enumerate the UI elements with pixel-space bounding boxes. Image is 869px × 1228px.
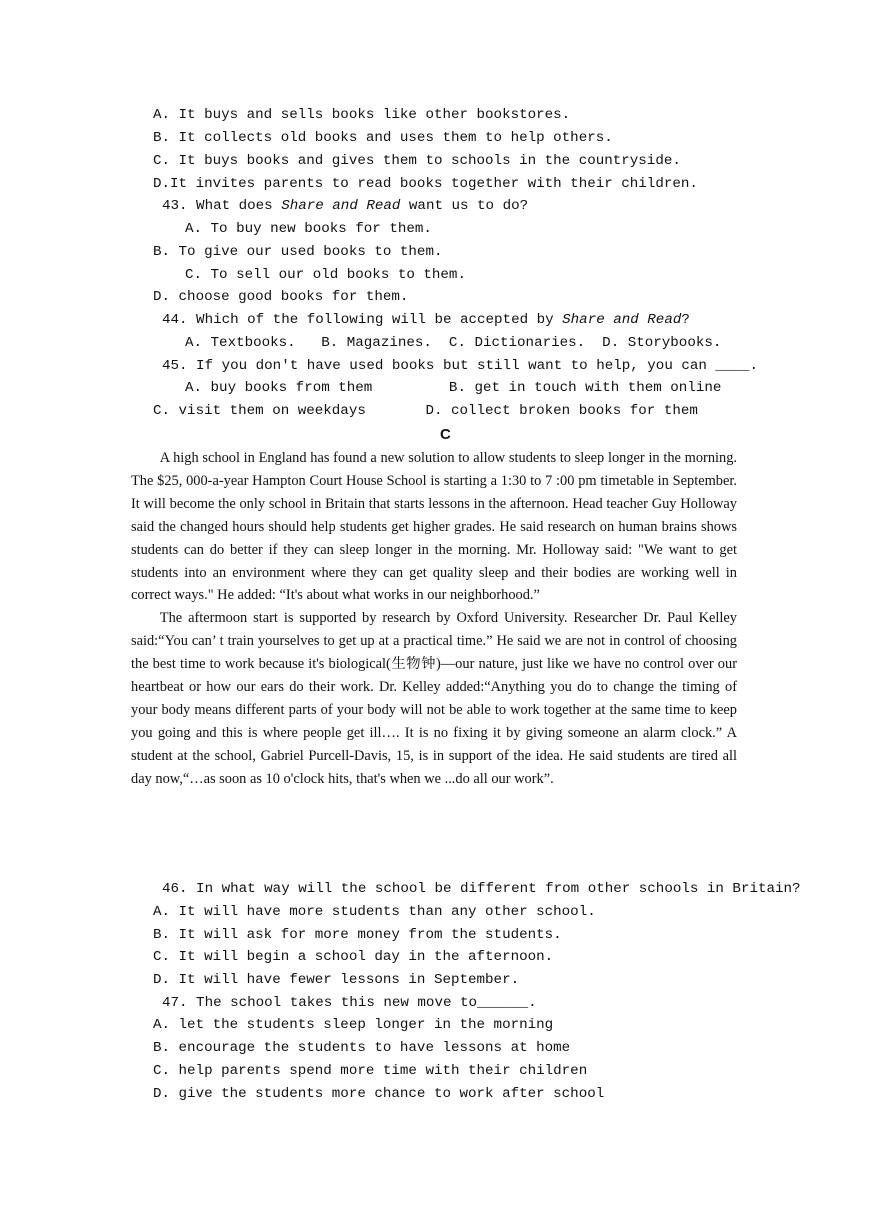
q42-option-b: B. It collects old books and uses them to help others. [153,130,613,146]
q44-stem: 44. Which of the following will be accepted by Share and Read? [162,312,690,328]
q46-option-a: A. It will have more students than any other school. [153,904,596,920]
q43-option-d: D. choose good books for them. [153,289,409,305]
q42-option-c: C. It buys books and gives them to schools in the countryside. [153,153,681,169]
q46-stem: 46. In what way will the school be different from other schools in Britain? [162,881,801,897]
q47-stem: 47. The school takes this new move to______. [162,995,537,1011]
q47-option-d: D. give the students more chance to work after school [153,1086,605,1102]
q47-option-b: B. encourage the students to have lessons at home [153,1040,571,1056]
q45-options-ab: A. buy books from them B. get in touch with them online [185,380,722,396]
q43-option-c: C. To sell our old books to them. [185,267,466,283]
q47-option-a: A. let the students sleep longer in the morning [153,1017,554,1033]
q43-option-a: A. To buy new books for them. [185,221,432,237]
q45-stem: 45. If you don't have used books but still want to help, you can ____. [162,358,758,374]
q44-options: A. Textbooks. B. Magazines. C. Dictionaries. D. Storybooks. [185,335,722,351]
passage-paragraph-2: The aftermoon start is supported by research by Oxford University. Researcher Dr. Paul Kelley said:“You can’ t train yourselves to get up at a practical time.” He said we are not in control of choosing the best time to work because it's biological(生物钟)—our nature, just like we have no control over our heartbeat or how our ears do their work. Dr. Kelley added:“Anything you do to change the timing of your body means different parts of your body will not be able to work together at the same time to keep you going and this is where people get ill…. It is no fixing it by giving someone an alarm clock.” A student at the school, Gabriel Purcell-Davis, 15, is in support of the idea. He said students are tired all day now,“…as soon as 10 o'clock hits, that's when we ...do all our work”. [131,610,737,787]
section-c-heading: C [440,426,451,443]
q45-options-cd: C. visit them on weekdays D. collect broken books for them [153,403,698,419]
q46-option-b: B. It will ask for more money from the students. [153,927,562,943]
q43-option-b: B. To give our used books to them. [153,244,443,260]
section-c-passage [131,447,737,791]
q42-option-a: A. It buys and sells books like other bookstores. [153,107,571,123]
q47-option-c: C. help parents spend more time with their children [153,1063,588,1079]
q42-option-d: D.It invites parents to read books together with their children. [153,176,698,192]
passage-paragraph-1: A high school in England has found a new solution to allow students to sleep longer in the morning. The $25, 000-a-year Hampton Court House School is starting a 1:30 to 7 :00 pm timetable in September. It will become the only school in Britain that starts lessons in the afternoon. Head teacher Guy Holloway said the changed hours should help students get higher grades. He said research on human brains shows students can do better if they can sleep longer in the morning. Mr. Holloway said: "We want to get students into an environment where they can get quality sleep and their bodies are working well in correct ways." He added: “It's about what works in our neighborhood.” [131,450,737,604]
q46-option-d: D. It will have fewer lessons in September. [153,972,520,988]
q46-option-c: C. It will begin a school day in the afternoon. [153,949,554,965]
q43-stem: 43. What does Share and Read want us to do? [162,198,529,214]
